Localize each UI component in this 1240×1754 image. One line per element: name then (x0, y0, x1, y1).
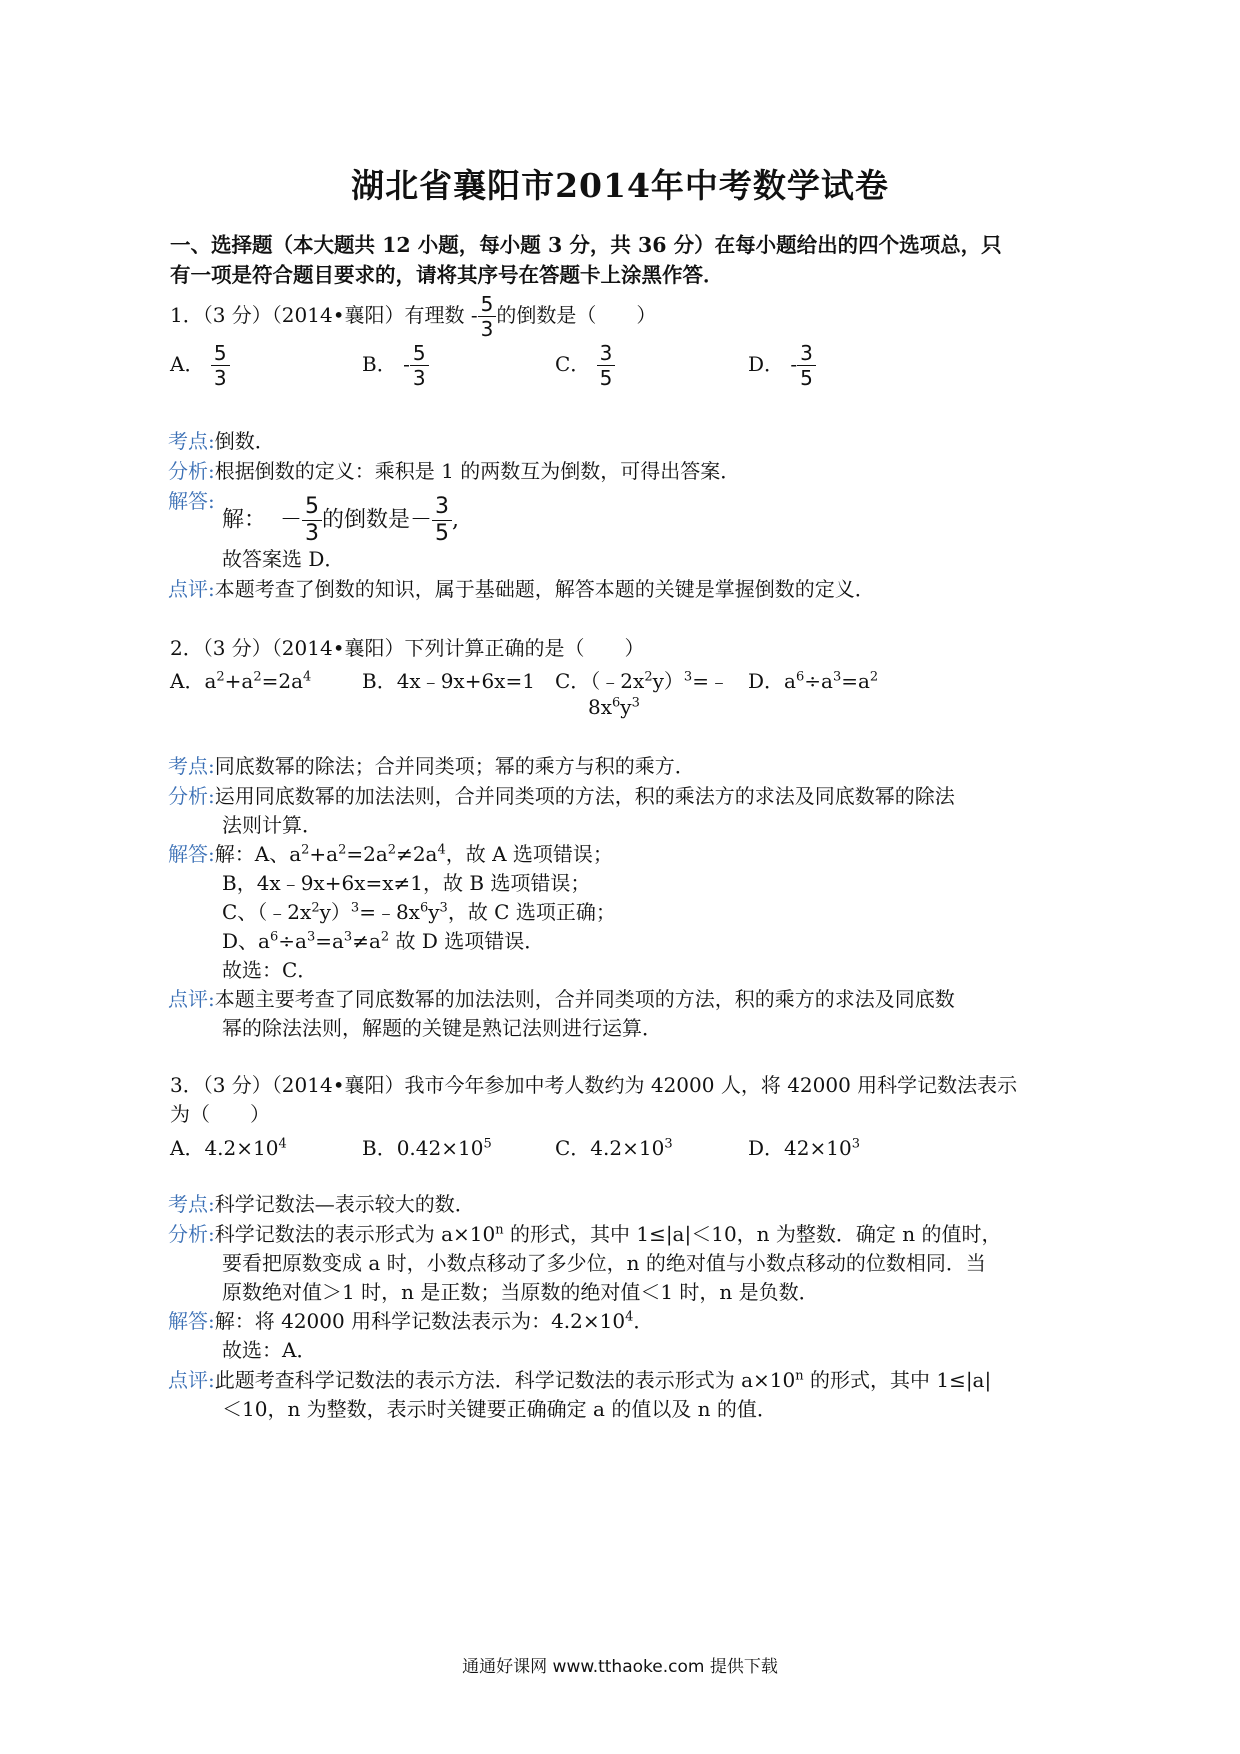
q3-fenxi: 分析:科学记数法的表示形式为 $a\times 10^n$ 的形式，其中 1≤|a|＜10，n 为整数．确定 n 的值时， (168, 1222, 1002, 1246)
q1-option-a-fraction (211, 343, 230, 388)
q2-option-a: A．$a^2+a^2=2a^4$ (170, 669, 312, 693)
section-heading-line2: 有一项是符合题目要求的，请将其序号在答题卡上涂黑作答． (170, 263, 724, 287)
q2-jieda-c: C、$(﹣2x^2y)^3=﹣8x^6y^3$，故 C 选项正确； (222, 900, 616, 924)
q1-fenxi (168, 455, 740, 487)
q1-dianping (168, 573, 875, 605)
q2-dianping (168, 983, 955, 1015)
q2-kaodian (168, 750, 695, 782)
q1-jieda-label-row (168, 485, 215, 517)
section-heading-line1: 一、选择题（本大题共 12 小题，每小题 3 分，共 36 分）在每小题给出的四个选项总，只 (170, 233, 1002, 257)
q1-option-c-den: 5 (599, 366, 613, 390)
q3-option-a: A．$4.2\times 10^4$ (170, 1136, 287, 1160)
q2-dianping-text1: 本题主要考查了同底数幂的加法法则，合并同类项的方法，积的乘方的求法及同底数 (214, 987, 955, 1011)
q3-option-b: B．$0.42\times 10^5$ (362, 1136, 492, 1160)
q1-option-b (362, 343, 429, 388)
q2-dianping-line2: 幂的除法法则，解题的关键是熟记法则进行运算． (222, 1016, 662, 1040)
jieda-label: 解答: (168, 842, 215, 866)
q3-jieda-line2: 故选：A． (222, 1338, 317, 1362)
q1-kaodian-text: 倒数． (214, 429, 275, 453)
q1-option-b-sign: - (403, 352, 410, 376)
q1-fenxi-text: 根据倒数的定义：乘积是 1 的两数互为倒数，可得出答案． (214, 459, 741, 483)
q1-stem-den: 3 (480, 317, 494, 341)
q3-jieda: 解答:解：将 42000 用科学记数法表示为：$4.2\times 10^4$． (168, 1309, 654, 1333)
kaodian-label: 考点: (168, 1192, 215, 1216)
q1-jieda-frac2 (432, 496, 452, 545)
q1-option-d-letter: D． (748, 352, 785, 376)
q1-option-c-num: 3 (597, 343, 616, 366)
q2-jieda-d: D、$a^6\div a^3=a^3\ne a^2$ 故 D 选项错误． (222, 929, 545, 953)
dianping-label: 点评: (168, 577, 215, 601)
q1-option-d-fraction (797, 343, 816, 388)
fenxi-label: 分析: (168, 459, 215, 483)
q1-jieda-line1: 解： － $\frac{5}{3}$ 的倒数是－ $\frac{3}{5}$ , (222, 494, 460, 546)
q1-option-c-fraction (597, 343, 616, 388)
q3-option-c: C．$4.2\times 10^3$ (555, 1136, 673, 1160)
q2-kaodian-text: 同底数幂的除法；合并同类项；幂的乘方与积的乘方． (214, 754, 695, 778)
q1-stem (170, 294, 656, 339)
q1-option-a (170, 343, 230, 388)
q1-jieda-prefix: 解： (222, 507, 267, 533)
dianping-label: 点评: (168, 987, 215, 1011)
fenxi-label: 分析: (168, 1222, 215, 1246)
q3-kaodian (168, 1188, 475, 1220)
q1-option-b-fraction (410, 343, 429, 388)
q1-option-b-num: 5 (410, 343, 429, 366)
footer-source: 通通好课网 www.tthaoke.com 提供下载 (462, 1657, 778, 1677)
q2-jieda-b: B，4x﹣9x+6x=x≠1，故 B 选项错误； (222, 871, 591, 895)
dianping-label: 点评: (168, 1368, 215, 1392)
q1-jieda-line2: 故答案选 D． (222, 547, 345, 571)
q2-fenxi (168, 780, 955, 812)
q1-kaodian (168, 425, 275, 457)
q1-option-d-den: 5 (800, 366, 813, 390)
q1-option-d-num: 3 (797, 343, 816, 366)
q3-stem-line2: 为（ ） (170, 1102, 270, 1126)
q2-stem: 2．（3 分）（2014•襄阳）下列计算正确的是（ ） (170, 636, 645, 660)
q1-jieda-frac2-num: 3 (432, 496, 452, 521)
page-title: 湖北省襄阳市2014年中考数学试卷 (351, 166, 889, 205)
q1-stem-num: 5 (478, 294, 497, 317)
jieda-label: 解答: (168, 1309, 215, 1333)
q2-option-b: B．4x﹣9x+6x=1 (362, 669, 535, 693)
q1-jieda-frac1-den: 3 (305, 521, 320, 546)
q1-stem-suffix: 的倒数是（ ） (496, 303, 657, 327)
q1-option-b-den: 3 (412, 366, 426, 390)
q3-dianping: 点评:此题考查科学记数法的表示方法．科学记数法的表示形式为 $a\times 10^n$ 的形式，其中 1≤|a| (168, 1368, 992, 1392)
q3-kaodian-text: 科学记数法—表示较大的数． (214, 1192, 475, 1216)
q1-jieda-frac1 (302, 496, 322, 545)
q1-dianping-text: 本题考查了倒数的知识，属于基础题，解答本题的关键是掌握倒数的定义． (214, 577, 875, 601)
q3-dianping-line2: ＜10，n 为整数，表示时关键要正确确定 a 的值以及 n 的值． (222, 1397, 777, 1421)
q1-jieda-mid: 的倒数是 (322, 507, 411, 533)
q1-stem-prefix: 1．（3 分）（2014•襄阳）有理数 - (170, 303, 478, 327)
q2-fenxi-text1: 运用同底数幂的加法法则，合并同类项的方法，积的乘法方的求法及同底数幂的除法 (214, 784, 955, 808)
kaodian-label: 考点: (168, 754, 215, 778)
jieda-label: 解答: (168, 489, 215, 513)
q3-stem-line1: 3．（3 分）（2014•襄阳）我市今年参加中考人数约为 42000 人，将 42000 用科学记数法表示 (170, 1073, 1018, 1097)
q2-jieda: 解答:解：A、$a^2+a^2=2a^2\ne 2a^4$，故 A 选项错误； (168, 842, 613, 866)
fenxi-label: 分析: (168, 784, 215, 808)
q1-option-c-letter: C． (555, 352, 591, 376)
q1-stem-fraction (478, 294, 497, 339)
q1-jieda-frac2-den: 5 (435, 521, 450, 546)
q2-option-c: C．$(﹣2x^2y)^3=﹣$ (555, 669, 729, 693)
kaodian-label: 考点: (168, 429, 215, 453)
q2-fenxi-line2: 法则计算． (222, 813, 322, 837)
q3-option-d: D．$42\times 10^3$ (748, 1136, 860, 1160)
q1-option-a-num: 5 (211, 343, 230, 366)
q2-option-c-cont: $8x^6y^3$ (588, 695, 640, 719)
q1-option-c (555, 343, 615, 388)
q3-fenxi-line2: 要看把原数变成 a 时，小数点移动了多少位，n 的绝对值与小数点移动的位数相同．当 (222, 1251, 986, 1275)
q1-option-b-letter: B． (362, 352, 397, 376)
q1-option-a-den: 3 (213, 366, 227, 390)
q1-jieda-frac1-num: 5 (302, 496, 322, 521)
q3-fenxi-line3: 原数绝对值＞1 时，n 是正数；当原数的绝对值＜1 时，n 是负数． (222, 1280, 819, 1304)
q1-option-a-letter: A． (170, 352, 205, 376)
q1-jieda-end: , (452, 507, 460, 533)
q1-option-d-sign: - (790, 352, 798, 376)
q2-option-c-cont-text: 8x (588, 695, 613, 719)
q1-option-d (748, 343, 816, 388)
q2-jieda-e: 故选：C． (222, 958, 318, 982)
q2-option-d: D．$a^6\div a^3=a^2$ (748, 669, 879, 693)
